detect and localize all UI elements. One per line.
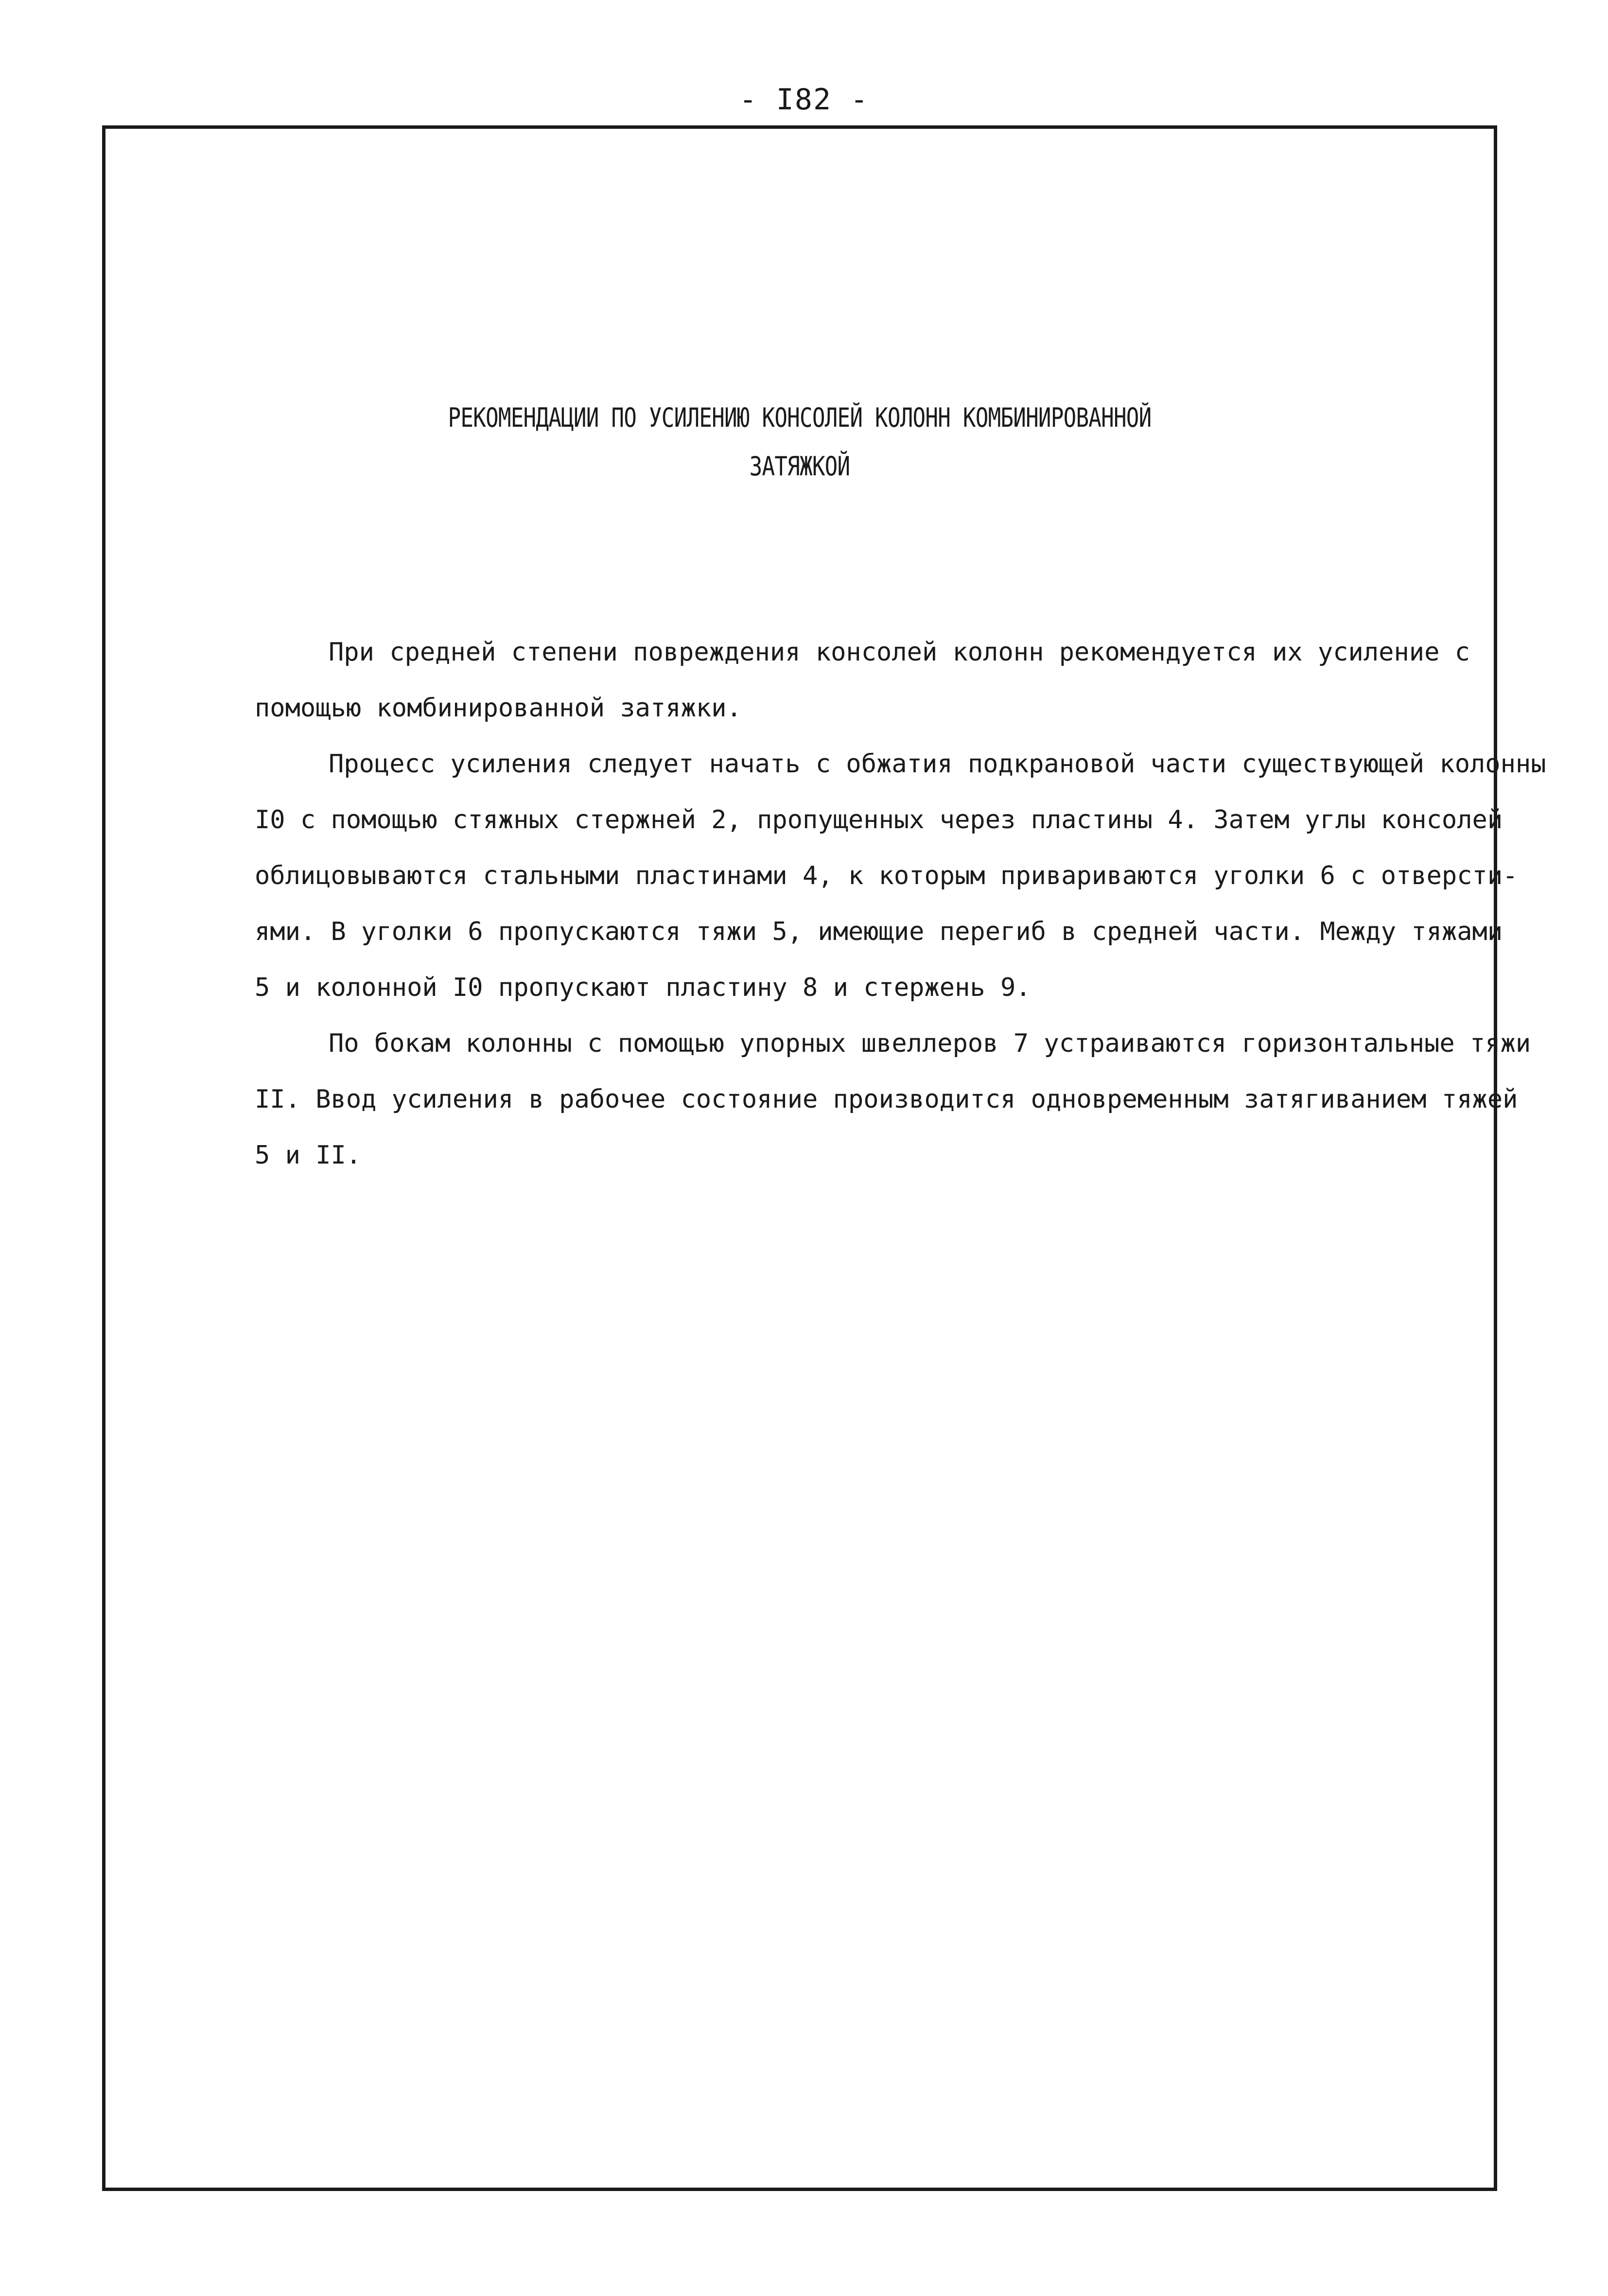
paragraph-line: 5 и II. bbox=[255, 1141, 362, 1170]
page-number: - I82 - bbox=[739, 83, 869, 117]
paragraph-line: При средней степени повреждения консолей колонн рекомендуется их усиление с bbox=[329, 638, 1470, 667]
title-line-2: ЗАТЯЖКОЙ bbox=[749, 451, 850, 482]
paragraph-line: Процесс усиления следует начать с обжатия подкрановой части существующей колонны bbox=[329, 749, 1546, 779]
paragraph-line: облицовываются стальными пластинами 4, к которым привариваются уголки 6 с отверсти- bbox=[255, 861, 1518, 890]
paragraph-1 bbox=[255, 625, 1470, 736]
paragraph-line: помощью комбинированной затяжки. bbox=[255, 694, 742, 723]
document-title bbox=[227, 394, 1371, 491]
paragraph-line: По бокам колонны с помощью упорных швеллеров 7 устраиваются горизонтальные тяжи bbox=[329, 1029, 1531, 1058]
paragraph-2 bbox=[255, 736, 1546, 1016]
body-text bbox=[255, 625, 1546, 1183]
paragraph-3 bbox=[255, 1016, 1531, 1183]
paragraph-line: 5 и колонной I0 пропускают пластину 8 и стержень 9. bbox=[255, 973, 1031, 1002]
title-line-1: РЕКОМЕНДАЦИИ ПО УСИЛЕНИЮ КОНСОЛЕЙ КОЛОНН КОМБИНИРОВАННОЙ bbox=[448, 402, 1152, 433]
paragraph-line: I0 с помощью стяжных стержней 2, пропущенных через пластины 4. Затем углы консолей bbox=[255, 805, 1503, 835]
paragraph-line: II. Ввод усиления в рабочее состояние производится одновременным затягиванием тяжей bbox=[255, 1085, 1518, 1114]
paragraph-line: ями. В уголки 6 пропускаются тяжи 5, имеющие перегиб в средней части. Между тяжами bbox=[255, 917, 1503, 946]
